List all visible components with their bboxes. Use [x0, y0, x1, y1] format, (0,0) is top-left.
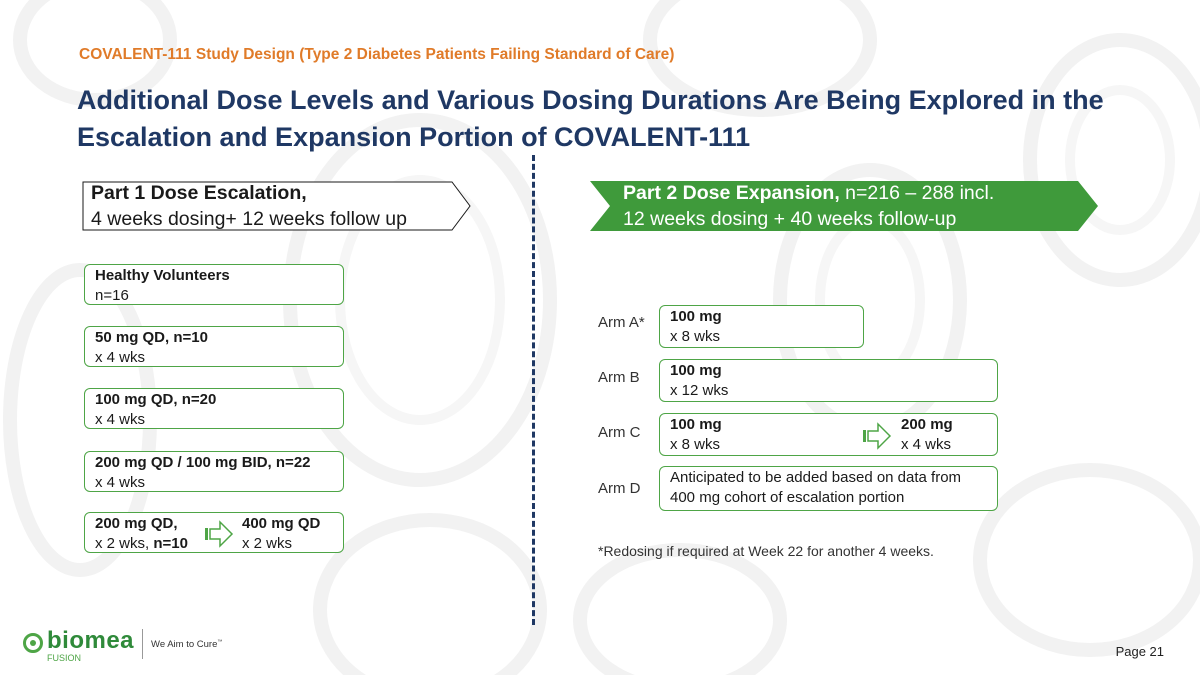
cohort-100mg	[84, 388, 344, 429]
cohort-step-2-dose: 400 mg QD	[242, 515, 321, 532]
part1-banner	[91, 180, 407, 232]
arm-c-step-2-duration: x 4 wks	[901, 436, 952, 453]
cohort-detail: x 4 wks	[95, 349, 146, 366]
part2-banner	[623, 180, 994, 232]
arm-d-label: Arm D	[598, 480, 641, 497]
biomea-logo	[22, 629, 222, 663]
arm-d-line-2: 400 mg cohort of escalation portion	[670, 489, 905, 506]
redosing-footnote: *Redosing if required at Week 22 for another 4 weeks.	[598, 543, 934, 559]
cohort-name: 200 mg QD / 100 mg BID, n=22	[95, 454, 311, 471]
section-divider	[532, 155, 535, 625]
tagline-trademark: ™	[217, 639, 223, 645]
arm-c-arrow-icon	[862, 420, 896, 452]
cohort-name: Healthy Volunteers	[95, 267, 230, 284]
cohort-name: 100 mg QD, n=20	[95, 391, 217, 408]
arm-d-box	[659, 466, 998, 511]
arm-a-label: Arm A*	[598, 314, 645, 331]
part2-banner-bold: Part 2 Dose Expansion,	[623, 182, 840, 204]
arm-c-box	[659, 413, 998, 456]
arm-b-label: Arm B	[598, 369, 640, 386]
cohort-detail: n=16	[95, 287, 129, 304]
part2-banner-title	[623, 180, 994, 206]
cohort-step-1-detail	[95, 534, 188, 554]
slide-subtitle: COVALENT-111 Study Design (Type 2 Diabetes Patients Failing Standard of Care)	[79, 46, 675, 63]
arm-c-label: Arm C	[598, 424, 641, 441]
cohort-name: 50 mg QD, n=10	[95, 329, 208, 346]
arm-c-step-1-dose: 100 mg	[670, 416, 722, 433]
logo-subname: FUSION	[47, 653, 82, 663]
biomea-logo-icon	[22, 632, 44, 654]
arm-c-step-2	[901, 415, 953, 455]
part2-banner-size: n=216 – 288 incl.	[839, 182, 995, 204]
title-line-1: Additional Dose Levels and Various Dosing Durations Are Being Explored in the	[77, 85, 1104, 115]
arm-c-step-1-duration: x 8 wks	[670, 436, 721, 453]
page-number: Page 21	[1115, 644, 1164, 659]
arm-b-duration: x 12 wks	[670, 382, 729, 399]
cohort-step-1-n: n=10	[153, 535, 188, 552]
cohort-healthy-volunteers	[84, 264, 344, 305]
arm-b-dose: 100 mg	[670, 362, 722, 379]
part1-banner-duration: 4 weeks dosing+ 12 weeks follow up	[91, 208, 407, 230]
cohort-step-1-dose: 200 mg QD,	[95, 515, 178, 532]
arm-b-box	[659, 359, 998, 402]
part2-banner-duration: 12 weeks dosing + 40 weeks follow-up	[623, 208, 957, 230]
slide-title	[77, 82, 1137, 156]
arm-c-step-1	[670, 415, 722, 455]
escalation-arrow-icon	[204, 518, 238, 550]
cohort-detail: x 4 wks	[95, 411, 146, 428]
tagline	[151, 639, 222, 650]
arm-a-box	[659, 305, 864, 348]
cohort-50mg	[84, 326, 344, 367]
cohort-step-1-duration: x 2 wks,	[95, 535, 154, 552]
arm-c-step-2-dose: 200 mg	[901, 416, 953, 433]
arm-a-duration: x 8 wks	[670, 328, 721, 345]
tagline-text: We Aim to Cure	[151, 639, 218, 651]
logo-name: biomea	[47, 627, 135, 654]
cohort-detail: x 4 wks	[95, 474, 146, 491]
cohort-step-2-detail: x 2 wks	[242, 535, 293, 552]
biomea-wordmark	[47, 629, 134, 663]
cohort-step-2	[242, 514, 320, 554]
cohort-step-1	[95, 514, 188, 554]
title-line-2: Escalation and Expansion Portion of COVALENT-111	[77, 122, 751, 152]
arm-a-dose: 100 mg	[670, 308, 722, 325]
arm-d-line-1: Anticipated to be added based on data from	[670, 469, 962, 486]
logo-separator	[142, 629, 143, 659]
cohort-200mg	[84, 451, 344, 492]
part1-banner-title: Part 1 Dose Escalation,	[91, 182, 307, 204]
